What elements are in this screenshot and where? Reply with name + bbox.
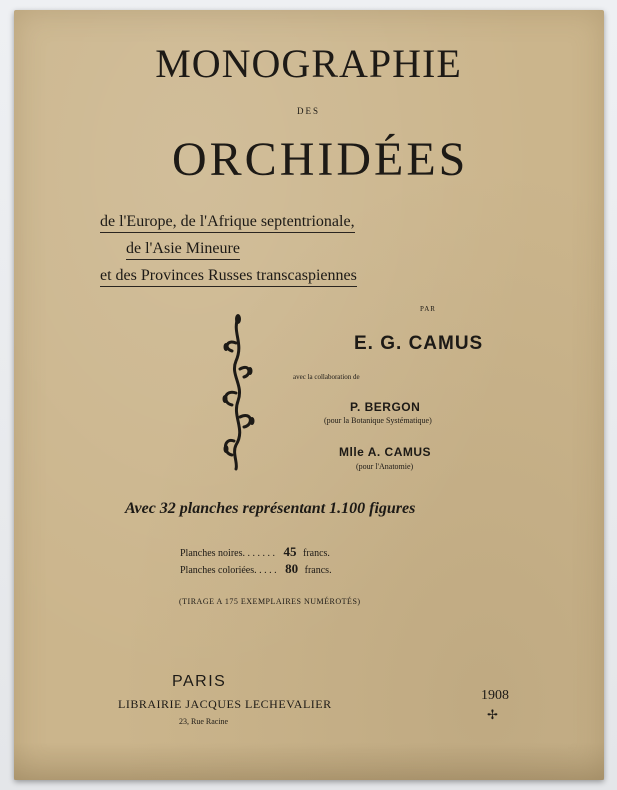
subtitle-line-1: de l'Europe, de l'Afrique septentrionale, <box>100 213 355 233</box>
price-row-colored <box>180 561 332 577</box>
by-label: PAR <box>420 305 436 313</box>
price-black-value: 45 <box>283 544 297 559</box>
collaborator-bergon: P. BERGON <box>350 400 421 414</box>
title-orchidees: ORCHIDÉES <box>172 133 469 186</box>
publisher: LIBRAIRIE JACQUES LECHEVALIER <box>118 697 332 711</box>
price-colored-value: 80 <box>285 561 299 576</box>
price-black-unit: francs. <box>303 548 330 559</box>
title-monographie: MONOGRAPHIE <box>155 41 462 86</box>
author-name: E. G. CAMUS <box>354 333 484 354</box>
price-black-label: Planches noires. . . . . . . <box>180 548 275 559</box>
collaboration-label: avec la collaboration de <box>293 373 360 381</box>
publisher-address: 23, Rue Racine <box>179 717 229 726</box>
price-colored-unit: francs. <box>304 565 332 576</box>
collaborator-a-camus-note: (pour l'Anatomie) <box>356 462 414 471</box>
subtitle-line-2: de l'Asie Mineure <box>126 240 240 260</box>
edition-note: (TIRAGE A 175 EXEMPLAIRES NUMÉROTÉS) <box>179 597 361 606</box>
price-colored-label: Planches coloriées. . . . . <box>180 565 277 576</box>
plates-statement: Avec 32 planches représentant 1.100 figures <box>125 500 416 517</box>
floral-ornament-icon <box>218 313 258 478</box>
year-ornament-icon: ✢ <box>487 707 498 722</box>
city: PARIS <box>172 673 227 690</box>
collaborator-a-camus: Mlle A. CAMUS <box>339 445 432 459</box>
book-cover <box>14 10 604 780</box>
price-row-black <box>180 544 330 560</box>
title-des: DES <box>296 106 320 116</box>
subtitle-line-3: et des Provinces Russes transcaspiennes <box>100 267 357 287</box>
publication-year: 1908 <box>481 688 509 703</box>
collaborator-bergon-note: (pour la Botanique Systématique) <box>324 416 432 425</box>
